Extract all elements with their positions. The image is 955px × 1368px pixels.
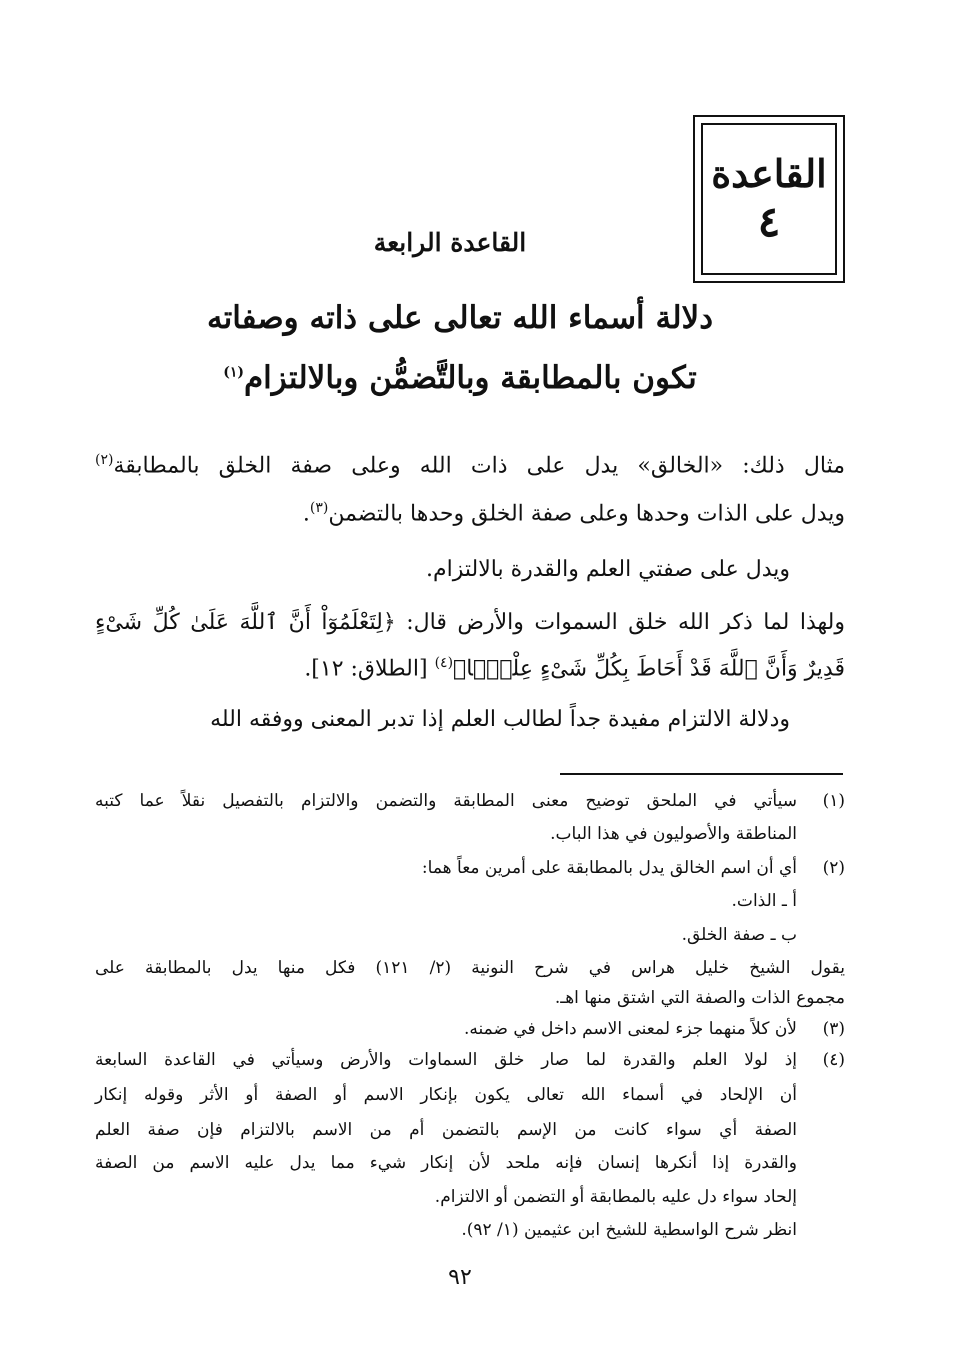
- footnote-ref-4[interactable]: (٤): [434, 655, 454, 671]
- rule-number-box-inner: [701, 123, 837, 275]
- footnote-2-line-2: أ ـ الذات.: [731, 891, 797, 911]
- quran-verse-text: قَدِيرٌ وَأَنَّ ٱللَّهَ قَدْ أَحَاطَ بِكُلِّ شَىْءٍ عِلْمًۢا﴾: [453, 656, 845, 682]
- footnote-1-line-2: المناطقة والأصوليون في هذا الباب.: [550, 824, 797, 844]
- footnote-2-line-1: أي أن اسم الخالق يدل بالمطابقة على أمرين معاً هما:: [421, 858, 797, 878]
- body-paragraph-4: ودلالة الالتزام مفيدة جداً لطالب العلم إذا تدبر المعنى ووفقه الله: [210, 707, 790, 732]
- rule-title-line-1: دلالة أسماء الله تعالى على ذاته وصفاته: [206, 300, 714, 336]
- footnote-2-line-5: مجموع الذات والصفة التي اشتق منها اهـ.: [554, 988, 845, 1008]
- footnote-4-line-6: انظر شرح الواسطية للشيخ ابن عثيمين (١/ ٩٢).: [461, 1220, 797, 1240]
- footnote-2-line-4: يقول الشيخ خليل هراس في شرح النونية (٢/ ١٢١) فكل منها يدل بالمطابقة على: [95, 958, 845, 978]
- rule-title-line-2: [180, 360, 740, 396]
- footnote-1-line-1: سيأتي في الملحق توضيح معنى المطابقة والتضمن والالتزام بالتفصيل نقلاً عما كتبه: [95, 791, 797, 811]
- footnote-4-line-1: إذ لولا العلم والقدرة لما صار خلق السماوات والأرض وسيأتي في القاعدة السابعة: [95, 1050, 797, 1070]
- body-text: ويدل على الذات وحدها وعلى صفة الخلق وحدها بالتضمن: [328, 501, 845, 527]
- body-paragraph-3-line-2: [95, 655, 845, 681]
- rule-box-number: ٤: [757, 196, 781, 246]
- footnote-ref-3[interactable]: (٣): [309, 500, 329, 516]
- rule-title-line-2-text: تكون بالمطابقة وبالتَّضمُّن وبالالتزام: [243, 360, 697, 396]
- footnote-ref-2[interactable]: (٢): [95, 452, 114, 468]
- rule-number-box: [693, 115, 845, 283]
- footnote-separator: [560, 773, 843, 775]
- footnote-4-line-2: أن الإلحاد في أسماء الله تعالى يكون بإنكار الاسم أو الصفة أو الأثر وقوله إنكار: [95, 1085, 797, 1105]
- verse-citation: [الطلاق: ١٢].: [304, 656, 435, 682]
- page-number: ٩٢: [448, 1265, 472, 1290]
- footnote-2-line-3: ب ـ صفة الخلق.: [681, 925, 797, 945]
- rule-subtitle: القاعدة الرابعة: [373, 228, 527, 257]
- footnote-ref-1[interactable]: (١): [223, 364, 244, 381]
- footnote-number-1: (١): [822, 791, 845, 811]
- footnote-4-line-4: والقدرة إذا أنكرها إنسان فإنه ملحد لأن إنكار شيء مما يدل عليه الاسم من الصفة: [95, 1153, 797, 1173]
- body-text-end: .: [302, 501, 310, 527]
- footnote-number-4: (٤): [822, 1050, 845, 1070]
- footnote-4-line-5: إلحاد سواء دل عليه بالمطابقة أو التضمن أو الالتزام.: [434, 1187, 797, 1207]
- footnote-3-line-1: لأن كلاً منهما جزء لمعنى الاسم داخل في ضمنه.: [464, 1019, 797, 1039]
- footnote-4-line-3: الصفة أي سواء كانت من الإسم بالتضمن أم من الاسم بالالتزام فإن صفة العلم: [95, 1120, 797, 1140]
- body-paragraph-3-line-1: ولهذا لما ذكر الله خلق السموات والأرض قال: ﴿لِتَعْلَمُوٓاْ أَنَّ ٱللَّهَ عَلَىٰ كُلِّ شَىْءٍ: [95, 610, 845, 635]
- body-paragraph-1-line-1: [95, 452, 845, 478]
- footnote-number-2: (٢): [822, 858, 845, 878]
- rule-box-label: القاعدة: [711, 151, 827, 196]
- body-paragraph-1-line-2: [95, 500, 845, 526]
- body-paragraph-2: ويدل على صفتي العلم والقدرة بالالتزام.: [426, 557, 790, 582]
- body-text: مثال ذلك: «الخالق» يدل على ذات الله وعلى صفة الخلق بالمطابقة: [113, 453, 845, 479]
- footnote-number-3: (٣): [822, 1019, 845, 1039]
